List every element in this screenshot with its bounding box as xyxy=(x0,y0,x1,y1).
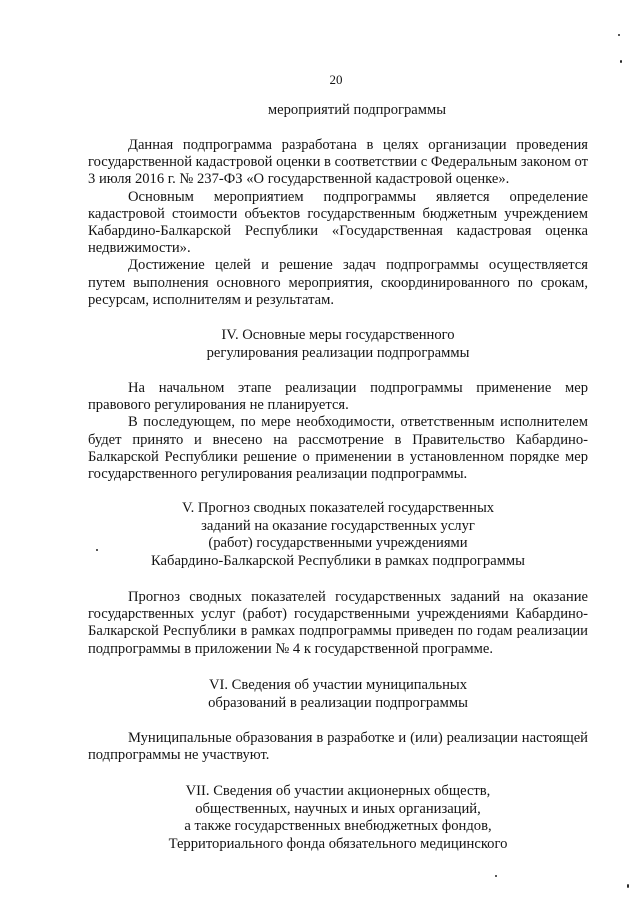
paragraph: Прогноз сводных показателей государственных заданий на оказание государственных услуг (работ) государственными учреждениями Кабардино-Балкарской Республики в рамках подпрограммы приведен по годам реализации подпрограммы в приложении № 4 к государственной программе. xyxy=(88,589,588,657)
heading-line: VII. Сведения об участии акционерных обществ, xyxy=(185,783,491,799)
heading-line: V. Прогноз сводных показателей государственных xyxy=(181,500,495,516)
scan-speck xyxy=(627,884,629,888)
scan-speck xyxy=(620,60,622,63)
heading-line: а также государственных внебюджетных фондов, xyxy=(184,818,492,835)
intro-text xyxy=(88,137,588,309)
scan-speck xyxy=(96,549,98,551)
paragraph: Муниципальные образования в разработке и (или) реализации настоящей подпрограммы не участвуют. xyxy=(88,730,588,764)
heading-line: заданий на оказание государственных услуг xyxy=(201,517,475,534)
section-vi-text xyxy=(88,730,588,764)
section-v-text xyxy=(88,589,588,658)
paragraph: В последующем, по мере необходимости, ответственным исполнителем будет принято и внесено на рассмотрение в Правительство Кабардино-Балкарской Республики решение о применении в установленном порядке мер государственного регулирования реализации подпрограммы. xyxy=(88,414,588,483)
heading-line: Территориального фонда обязательного медицинского xyxy=(168,835,508,852)
section-iv-text xyxy=(88,380,588,483)
scan-speck xyxy=(495,875,497,877)
heading-line: регулирования реализации подпрограммы xyxy=(206,344,470,361)
paragraph: Данная подпрограмма разработана в целях организации проведения государственной кадастровой оценки в соответствии с Федеральным законом от 3 июля 2016 г. № 237-ФЗ «О государственной кадастровой оценке». xyxy=(88,137,588,188)
heading-line: VI. Сведения об участии муниципальных xyxy=(208,677,468,693)
section-vii-heading xyxy=(88,783,588,853)
paragraph: Основным мероприятием подпрограммы является определение кадастровой стоимости объектов государственным бюджетным учреждением Кабардино-Балкарской Республики «Государственная кадастровая оценка недвижимости». xyxy=(88,188,588,257)
section-iv-heading xyxy=(88,327,588,362)
heading-line: образований в реализации подпрограммы xyxy=(208,694,468,711)
scan-speck xyxy=(618,34,620,36)
section-v-heading xyxy=(88,500,588,570)
paragraph: Достижение целей и решение задач подпрограммы осуществляется путем выполнения основного мероприятия, скоординированного по срокам, ресурсам, исполнителям и результатам. xyxy=(88,257,588,308)
heading-line: (работ) государственными учреждениями xyxy=(208,535,468,552)
heading-line: Кабардино-Балкарской Республики в рамках подпрограммы xyxy=(151,552,525,569)
continuation-line: мероприятий подпрограммы xyxy=(267,102,447,118)
paragraph: На начальном этапе реализации подпрограммы применение мер правового регулирования не планируется. xyxy=(88,380,588,414)
section-vi-heading xyxy=(88,677,588,712)
heading-line: IV. Основные меры государственного xyxy=(221,327,455,343)
page-number: 20 xyxy=(329,72,343,87)
heading-line: общественных, научных и иных организаций, xyxy=(195,800,481,817)
